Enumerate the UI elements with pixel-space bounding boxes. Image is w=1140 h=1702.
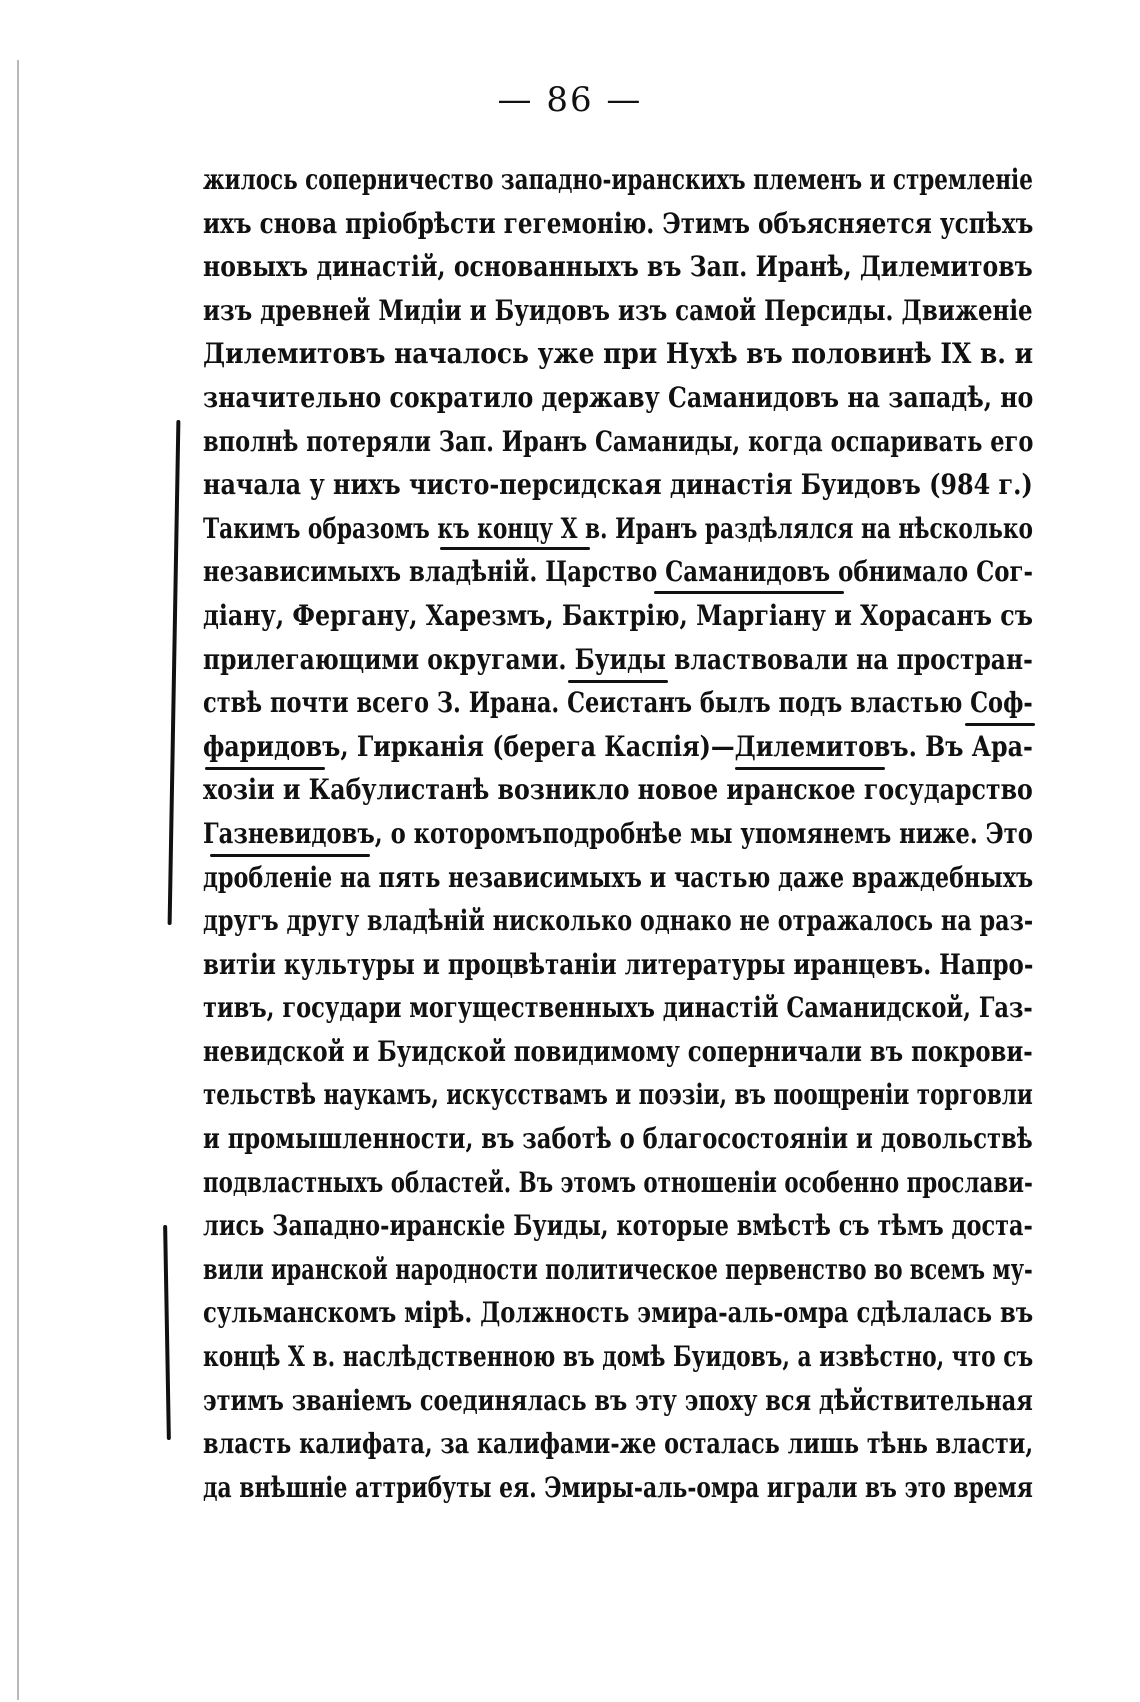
margin-pencil-mark: [168, 420, 181, 925]
text-line: лись Западно-иранскіе Буиды, которые вмѣстѣ съ тѣмъ доста-: [203, 1209, 1033, 1243]
text-line: ствѣ почти всего З. Ирана. Сеистанъ былъ подъ властью Соф-: [203, 686, 1033, 720]
text-line: власть калифата, за калифами-же осталась лишь тѣнь власти,: [203, 1427, 1033, 1461]
text-line: да внѣшніе аттрибуты ея. Эмиры-аль-омра играли въ это время: [203, 1470, 1033, 1504]
text-line: сульманскомъ мірѣ. Должность эмира-аль-омра сдѣлалась въ: [203, 1296, 1033, 1330]
text-line: Такимъ образомъ къ концу X в. Иранъ раздѣлялся на нѣсколько: [203, 511, 1033, 545]
text-line: и промышленности, въ заботѣ о благосостояніи и довольствѣ: [203, 1122, 1033, 1156]
margin-pencil-mark: [163, 1225, 171, 1440]
text-line: значительно сократило державу Саманидовъ на западѣ, но: [203, 380, 1033, 414]
text-line: подвластныхъ областей. Въ этомъ отношеніи особенно прослави-: [203, 1165, 1033, 1199]
text-line: діану, Фергану, Харезмъ, Бактрію, Маргіану и Хорасанъ съ: [203, 598, 1033, 632]
text-line: начала у нихъ чисто-персидская династія Буидовъ (984 г.): [203, 468, 1033, 502]
text-line: Дилемитовъ началось уже при Нухѣ въ половинѣ IX в. и: [203, 337, 1033, 371]
text-line: концѣ X в. наслѣдственною въ домѣ Буидовъ, а извѣстно, что съ: [203, 1340, 1033, 1374]
text-line: ихъ снова пріобрѣсти гегемонію. Этимъ объясняется успѣхъ: [203, 206, 1033, 240]
text-line: тивъ, государи могущественныхъ династій Саманидской, Газ-: [203, 991, 1033, 1025]
body-text: [203, 158, 1033, 1509]
text-line: витіи культуры и процвѣтаніи литературы иранцевъ. Напро-: [203, 947, 1033, 981]
text-line: вили иранской народности политическое первенство во всемъ му-: [203, 1252, 1033, 1286]
text-line: прилегающими округами. Буиды властвовали на простран-: [203, 642, 1033, 676]
text-line: тельствѣ наукамъ, искусствамъ и поэзіи, въ поощреніи торговли: [203, 1078, 1033, 1112]
text-line: фаридовъ, Гирканія (берега Каспія)—Дилемитовъ. Въ Ара-: [203, 729, 1033, 763]
text-line: жилось соперничество западно-иранскихъ племенъ и стремленіе: [203, 163, 1033, 196]
scan-edge-line: [17, 60, 19, 1700]
page-number: — 86 —: [497, 80, 643, 120]
text-line: изъ древней Мидіи и Буидовъ изъ самой Персиды. Движеніе: [203, 293, 1033, 327]
text-line: Газневидовъ, о которомъподробнѣе мы упомянемъ ниже. Это: [203, 816, 1033, 850]
text-line: независимыхъ владѣній. Царство Саманидовъ обнимало Сог-: [203, 555, 1033, 589]
text-line: вполнѣ потеряли Зап. Иранъ Саманиды, когда оспаривать его: [203, 424, 1033, 458]
text-line: этимъ званіемъ соединялась въ эту эпоху вся дѣйствительная: [203, 1383, 1033, 1417]
text-line: хозіи и Кабулистанѣ возникло новое иранское государство: [203, 773, 1033, 807]
text-line: дробленіе на пять независимыхъ и частью даже враждебныхъ: [203, 860, 1033, 894]
text-line: новыхъ династій, основанныхъ въ Зап. Иранѣ, Дилемитовъ: [203, 250, 1033, 284]
text-line: другъ другу владѣній нисколько однако не отражалось на раз-: [203, 904, 1033, 938]
text-line: невидской и Буидской повидимому соперничали въ покрови-: [203, 1034, 1033, 1068]
